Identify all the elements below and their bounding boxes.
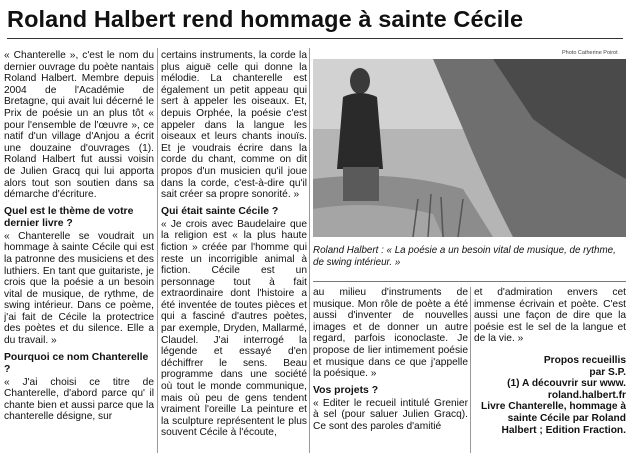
question-theme: Quel est le thème de votre dernier livre ? — [4, 205, 134, 229]
answer-cecile: « Je crois avec Baudelaire que la religion est « la plus haute fiction » créée par l'homme qui reste un incorrigible animal à fiction. Cécile est un personnage tout à fait extraordinaire dont l'histoire a été inventée de toutes pièces et qui a fasciné d'autres poètes, par exemple, Dryden, Mallarmé, Claudel. J'ai interrogé la légende et essayé d'en déchiffrer le sens. Beau programme dans une société où tout le monde communique, mais où peu de gens tendent vraiment l'oreille La peinture et la sculpture représentent le plus souvent Cécile à l'écoute, — [161, 218, 307, 439]
photo-credit: Photo Catherine Poirot — [562, 50, 618, 56]
intro-paragraph: « Chanterelle », c'est le nom du dernier ouvrage du poète nantais Roland Halbert. Membre depuis 2004 de l'Académie de Bretagne, qui avait lui décerné le Prix de poésie un an plus tôt « pour l'ensemble de l'œuvre », ce natif d'un village d'Anjou a écrit une douzaine d'ouvrages (1). Roland Halbert fut aussi voisin de Julien Gracq qui lui apporta alors tout son soutien dans sa démarche d'écriture. — [4, 50, 154, 201]
caption-name: Roland Halbert : — [313, 245, 384, 256]
portrait-photo — [313, 59, 626, 237]
footnote-book: Livre Chanterelle, hommage à sainte Cécile par Roland Halbert ; Edition Fraction. — [481, 401, 626, 436]
photo-caption — [313, 245, 626, 268]
article-column-1 — [4, 50, 154, 455]
photo-illustration — [313, 59, 626, 237]
headline-rule — [7, 38, 623, 39]
headline: Roland Halbert rend hommage à sainte Cécile — [7, 6, 524, 32]
answer-theme: « Chanterelle se voudrait un hommage à sainte Cécile qui est la patronne des musiciens et des luthiers. En tant que guitariste, je crois que la poésie a un besoin vital de musique, de rythme, de swing intérieur. Dans ce poème, j'ai fait de Cécile la protectrice des poètes et du silence. Elle a du travail. » — [4, 230, 154, 347]
answer-projects: « Editer le recueil intitulé Grenier à sel (pour saluer Julien Gracq). Ce sont des paroles d'amitié — [313, 397, 468, 432]
column-separator — [309, 48, 310, 453]
question-projects: Vos projets ? — [313, 384, 379, 396]
question-title: Pourquoi ce nom Chanterelle ? — [4, 351, 149, 375]
signature-line-2: par S.P. — [589, 366, 626, 378]
article-column-3 — [313, 287, 468, 455]
column-separator — [470, 287, 471, 453]
question-cecile: Qui était sainte Cécile ? — [161, 205, 279, 217]
caption-rule — [313, 281, 626, 282]
article-column-4 — [474, 287, 626, 455]
answer-title: « J'ai choisi ce titre de Chanterelle, d'abord parce qu' il chante bien et aussi parce que la chanterelle désigne, sur — [4, 376, 154, 423]
column-separator — [157, 48, 158, 453]
caption-quote: « La poésie a un besoin vital de musique, de rythme, de swing intérieur. » — [313, 245, 616, 268]
poesique-paragraph: au milieu d'instruments de musique. Mon rôle de poète a été aussi d'inventer de nouvelles images et de donner un autre regard, parfois iconoclaste. Je propose de lier intimement poésie et musique dans ce que j'appelle la poésique. » — [313, 287, 468, 380]
article-column-2 — [161, 50, 307, 455]
signature-line-1: Propos recueillis — [543, 354, 626, 366]
chanterelle-paragraph: certains instruments, la corde la plus aiguë celle qui donne la mélodie. La chanterelle est également un petit appeau qui sert à appeler les oiseaux. Et, depuis Orphée, la poésie c'est appeler dans la langue les oiseaux et leurs chants inouïs. Et je voudrais écrire dans la corde du chant, comme on dit propos d'un musicien qu'il joue dans la corde, c'est-à-dire qu'il sait créer sa propre sonorité. » — [161, 50, 307, 201]
footnote-website: (1) A découvrir sur www. roland.halbert.fr — [507, 378, 626, 401]
admiration-paragraph: et d'admiration envers cet immense écrivain et poète. C'est aussi une façon de dire que la poésie est le sel de la langue et de la vie. » — [474, 287, 626, 345]
